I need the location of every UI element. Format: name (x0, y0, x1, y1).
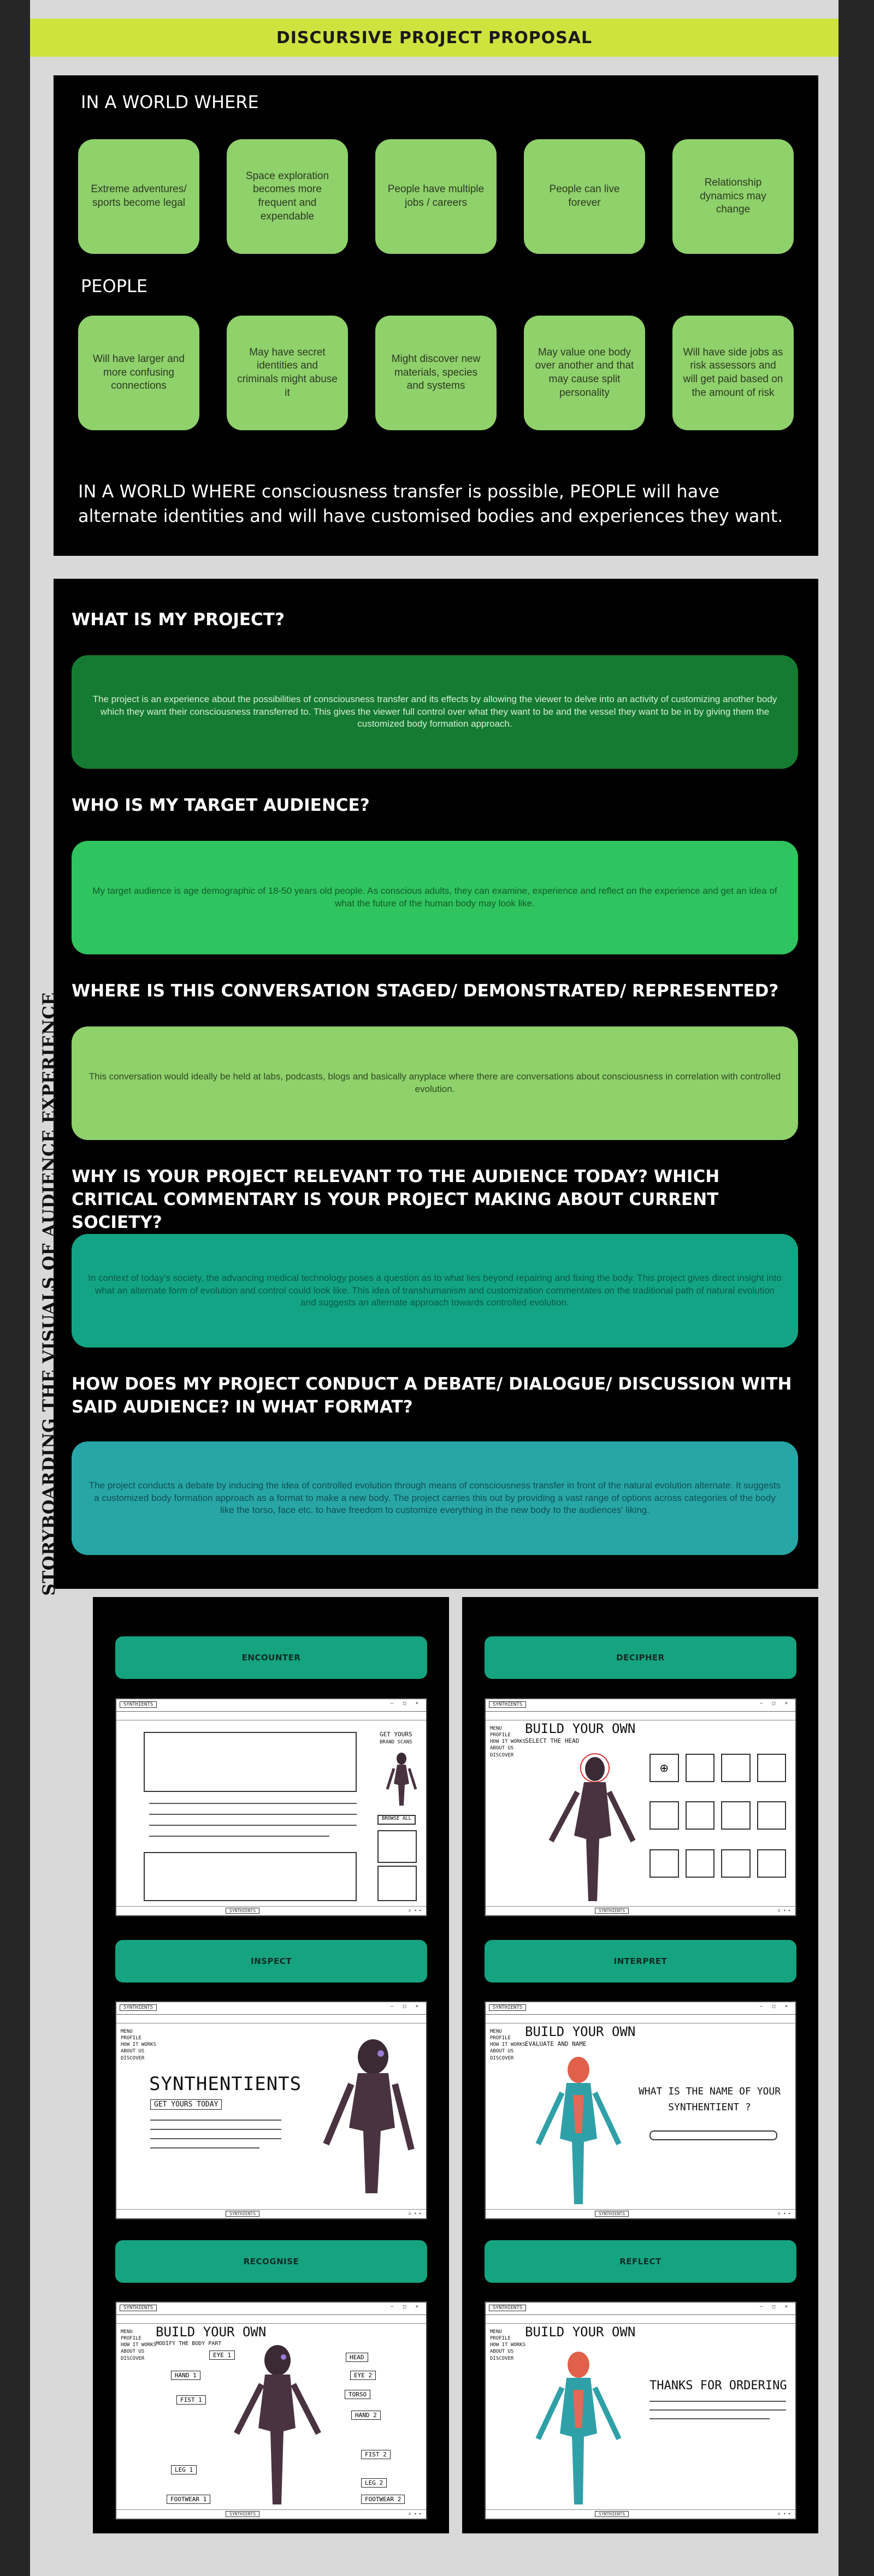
storyboard-column-right (462, 1597, 818, 2533)
world-card: Extreme adventures/ sports become legal (78, 139, 199, 254)
build-title: BUILD YOUR OWN (525, 1721, 636, 1736)
part-label[interactable]: FIST 1 (176, 2395, 206, 2405)
frame-encounter (115, 1698, 427, 1916)
part-label[interactable]: HAND 2 (351, 2411, 381, 2420)
window-tab: SYNTHIENTS (489, 2305, 526, 2311)
character-figure-icon (385, 1751, 418, 1811)
question-heading: WHAT IS MY PROJECT? (72, 610, 285, 630)
menu-item[interactable]: ABOUT US (121, 2349, 145, 2355)
part-label[interactable]: HAND 1 (171, 2371, 200, 2380)
step-label: DECIPHER (616, 1653, 665, 1663)
nav-menu (490, 2028, 525, 2062)
head-option[interactable] (757, 1801, 787, 1830)
side-subtitle: BRAND SCANS (380, 1740, 412, 1745)
menu-item[interactable]: MENU (121, 2329, 133, 2335)
head-option[interactable] (721, 1849, 751, 1878)
menu-item[interactable]: HOW IT WORKS (490, 1739, 526, 1745)
answer-card: The project is an experience about the possibilities of consciousness transfer and its effects by allowing the viewer to delve into an activity of customizing another body which they want their consciousness transferred to. This gives the viewer full control over what they want to be and the vessel they want to be in by giving them the customized body formation approach. (72, 655, 798, 769)
world-card: People can live forever (524, 139, 645, 254)
world-card: People have multiple jobs / careers (375, 139, 497, 254)
nav-menu (121, 2329, 156, 2362)
question-heading: HOW DOES MY PROJECT CONDUCT A DEBATE/ DIALOGUE/ DISCUSSION WITH SAID AUDIENCE? IN WHAT FORMAT? (72, 1374, 792, 1417)
address-bar (486, 2314, 795, 2324)
answer-card: My target audience is age demographic of 18-50 years old people. As conscious adults, they can examine, experience and reflect on the experience and get an idea of what the future of the human body may look like. (72, 841, 798, 954)
build-title: BUILD YOUR OWN (525, 2024, 636, 2039)
question-heading: WHERE IS THIS CONVERSATION STAGED/ DEMONSTRATED/ REPRESENTED? (72, 981, 779, 1001)
build-subtitle: MODIFY THE BODY PART (156, 2341, 222, 2347)
window-footer: SYNTHIENTS ⌂ ◂ ▸ (116, 2509, 426, 2519)
menu-item[interactable]: MENU (490, 2029, 502, 2034)
menu-item[interactable]: MENU (490, 1726, 502, 1731)
menu-item[interactable]: MENU (121, 2029, 133, 2034)
menu-item[interactable]: ABOUT US (490, 2049, 514, 2055)
window-footer: SYNTHIENTS ⌂ ◂ ▸ (486, 2509, 795, 2519)
step-label: REFLECT (619, 2257, 662, 2266)
people-card: Will have side jobs as risk assessors and will get paid based on the amount of risk (672, 316, 794, 430)
name-question: WHAT IS THE NAME OF YOUR SYNTHENTIENT ? (638, 2086, 781, 2113)
menu-item[interactable]: HOW IT WORKS (490, 2042, 526, 2048)
nav-menu (121, 2028, 156, 2062)
head-option[interactable] (649, 1849, 679, 1878)
part-label[interactable]: LEG 1 (171, 2465, 197, 2474)
step-encounter (115, 1636, 427, 1679)
question-heading: WHY IS YOUR PROJECT RELEVANT TO THE AUDIENCE TODAY? WHICH CRITICAL COMMENTARY IS YOUR PROJECT MAKING ABOUT CURRENT SOCIETY? (72, 1167, 720, 1232)
menu-item[interactable]: HOW IT WORKS (121, 2042, 157, 2048)
character-figure-icon (540, 1748, 639, 1907)
frame-recognise (115, 2301, 427, 2520)
window-tab: SYNTHIENTS (489, 2004, 526, 2011)
step-interpret (485, 1940, 796, 1983)
window-titlebar: SYNTHIENTS – □ × (116, 1699, 426, 1712)
menu-item[interactable]: DISCOVER (121, 2055, 145, 2061)
part-label[interactable]: LEG 2 (361, 2478, 387, 2488)
character-figure-icon (231, 2341, 324, 2510)
frame-reflect (485, 2301, 796, 2520)
address-bar (116, 2014, 426, 2023)
storyboard-column-left (93, 1597, 449, 2533)
header-bar (30, 19, 838, 57)
menu-item[interactable]: PROFILE (121, 2336, 141, 2342)
storyboard-label (37, 835, 61, 1753)
menu-item[interactable]: ABOUT US (490, 1746, 514, 1752)
character-figure-icon (529, 2346, 628, 2510)
people-card: Will have larger and more confusing connections (78, 316, 199, 430)
part-label[interactable]: TORSO (345, 2390, 370, 2399)
part-label[interactable]: EYE 1 (209, 2351, 235, 2360)
part-label[interactable]: HEAD (346, 2353, 368, 2362)
window-tab: SYNTHIENTS (120, 2004, 157, 2011)
people-card: May have secret identities and criminals might abuse it (227, 316, 348, 430)
world-heading: IN A WORLD WHERE (81, 92, 259, 112)
menu-item[interactable]: DISCOVER (490, 2355, 514, 2361)
step-label: ENCOUNTER (241, 1653, 301, 1663)
build-subtitle: EVALUATE AND NAME (525, 2040, 587, 2047)
build-title: BUILD YOUR OWN (156, 2324, 267, 2340)
head-option[interactable] (757, 1849, 787, 1878)
people-cards (78, 316, 794, 430)
window-footer: SYNTHIENTS ⌂ ◂ ▸ (486, 2209, 795, 2218)
hero-image-placeholder (144, 1732, 357, 1792)
head-option[interactable] (686, 1754, 715, 1782)
menu-item[interactable]: DISCOVER (121, 2355, 145, 2361)
part-label[interactable]: FIST 2 (361, 2450, 391, 2459)
address-bar (486, 2014, 795, 2023)
part-label[interactable]: FOOTWEAR 2 (361, 2495, 405, 2504)
content-block (144, 1852, 357, 1901)
frame-decipher (485, 1698, 796, 1916)
step-recognise (115, 2240, 427, 2283)
address-bar (116, 2314, 426, 2324)
side-block (377, 1830, 417, 1863)
window-titlebar: SYNTHIENTS – □ × (486, 1699, 795, 1712)
character-figure-icon (529, 2051, 628, 2210)
nav-menu (490, 1725, 525, 1759)
window-tab: SYNTHIENTS (120, 2305, 157, 2311)
window-titlebar: SYNTHIENTS – □ × (486, 2002, 795, 2015)
menu-item[interactable]: ABOUT US (490, 2349, 514, 2355)
window-footer: SYNTHIENTS ⌂ ◂ ▸ (116, 2209, 426, 2218)
step-inspect (115, 1940, 427, 1983)
side-block (377, 1866, 417, 1901)
menu-item[interactable]: HOW IT WORKS (490, 2342, 526, 2348)
address-bar (116, 1711, 426, 1720)
menu-item[interactable]: HOW IT WORKS (121, 2342, 157, 2348)
people-card: May value one body over another and that may cause split personality (524, 316, 645, 430)
step-label: RECOGNISE (243, 2257, 299, 2266)
character-figure-icon (313, 2035, 417, 2199)
head-options-grid (649, 1754, 786, 1890)
frame-interpret (485, 2001, 796, 2219)
build-subtitle: SELECT THE HEAD (525, 1737, 580, 1744)
storyboard-label-text: STORYBOARDING THE VISUALS OF AUDIENCE EXPERIENCE (39, 992, 59, 1596)
page-title: DISCURSIVE PROJECT PROPOSAL (276, 28, 593, 48)
frame-inspect (115, 2001, 427, 2219)
head-option[interactable] (686, 1801, 715, 1830)
window-footer: SYNTHIENTS ⌂ ◂ ▸ (116, 1906, 426, 1915)
nav-menu (490, 2329, 525, 2362)
thanks-message: THANKS FOR ORDERING (649, 2379, 787, 2393)
answer-card: The project conducts a debate by inducing the idea of controlled evolution through means of consciousness transfer in front of the natural evolution alternate. It suggests a customized body formation approach as a format to make a new body. The project carries this out by providing a vast range of options across categories of the body like the torso, face etc. to have freedom to customize everything in the new body to the audiences' liking. (72, 1441, 798, 1555)
step-label: INSPECT (251, 1956, 292, 1966)
menu-item[interactable]: DISCOVER (490, 1752, 514, 1758)
window-tab: SYNTHIENTS (489, 1701, 526, 1708)
answer-card: In context of today's society, the advancing medical technology poses a question as to what lies beyond repairing and fixing the body. This project gives direct insight into what an alternate form of evolution and control could look like. This idea of transhumanism and customization commentates on the traditional path of natural evolution and suggests an alternate approach towards controlled evolution. (72, 1234, 798, 1348)
menu-item[interactable]: PROFILE (490, 2336, 511, 2342)
world-cards (78, 139, 794, 254)
address-bar (486, 1711, 795, 1720)
menu-item[interactable]: DISCOVER (490, 2055, 514, 2061)
world-card: Space exploration becomes more frequent and expendable (227, 139, 348, 254)
people-heading: PEOPLE (81, 276, 148, 296)
world-statement: IN A WORLD WHERE consciousness transfer is possible, PEOPLE will have alternate identities and will have customised bodies and experiences they want. (78, 481, 783, 526)
side-title: GET YOURS (380, 1731, 412, 1738)
add-head-button[interactable]: ⊕ (649, 1754, 679, 1782)
menu-item[interactable]: ABOUT US (121, 2049, 145, 2055)
part-label[interactable]: EYE 2 (350, 2371, 376, 2380)
world-panel (54, 75, 818, 556)
step-decipher (485, 1636, 796, 1679)
head-option[interactable] (686, 1849, 715, 1878)
menu-item[interactable]: PROFILE (121, 2035, 141, 2041)
step-reflect (485, 2240, 796, 2283)
head-option[interactable] (649, 1801, 679, 1830)
window-titlebar: SYNTHIENTS – □ × (116, 2002, 426, 2015)
part-label[interactable]: FOOTWEAR 1 (167, 2495, 210, 2504)
head-option[interactable] (757, 1754, 787, 1782)
question-heading: WHO IS MY TARGET AUDIENCE? (72, 796, 370, 815)
menu-item[interactable]: PROFILE (490, 2035, 511, 2041)
build-title: BUILD YOUR OWN (525, 2324, 636, 2340)
name-input[interactable] (649, 2130, 777, 2140)
questions-panel (54, 579, 818, 1589)
browse-all-button[interactable]: BROWSE ALL (377, 1815, 416, 1825)
window-footer: SYNTHIENTS ⌂ ◂ ▸ (486, 1906, 795, 1915)
people-card: Might discover new materials, species and systems (375, 316, 497, 430)
window-titlebar: SYNTHIENTS – □ × (116, 2302, 426, 2315)
head-option[interactable] (721, 1801, 751, 1830)
menu-item[interactable]: MENU (490, 2329, 502, 2335)
hero-subtitle: GET YOURS TODAY (150, 2099, 222, 2110)
answer-card: This conversation would ideally be held at labs, podcasts, blogs and basically anyplace where there are conversations about consciousness in correlation with controlled evolution. (72, 1026, 798, 1140)
window-titlebar: SYNTHIENTS – □ × (486, 2302, 795, 2315)
world-card: Relationship dynamics may change (672, 139, 794, 254)
menu-item[interactable]: PROFILE (490, 1732, 511, 1738)
head-option[interactable] (721, 1754, 751, 1782)
step-label: INTERPRET (613, 1956, 668, 1966)
hero-title: SYNTHENTIENTS (149, 2073, 302, 2095)
window-tab: SYNTHIENTS (120, 1701, 157, 1708)
